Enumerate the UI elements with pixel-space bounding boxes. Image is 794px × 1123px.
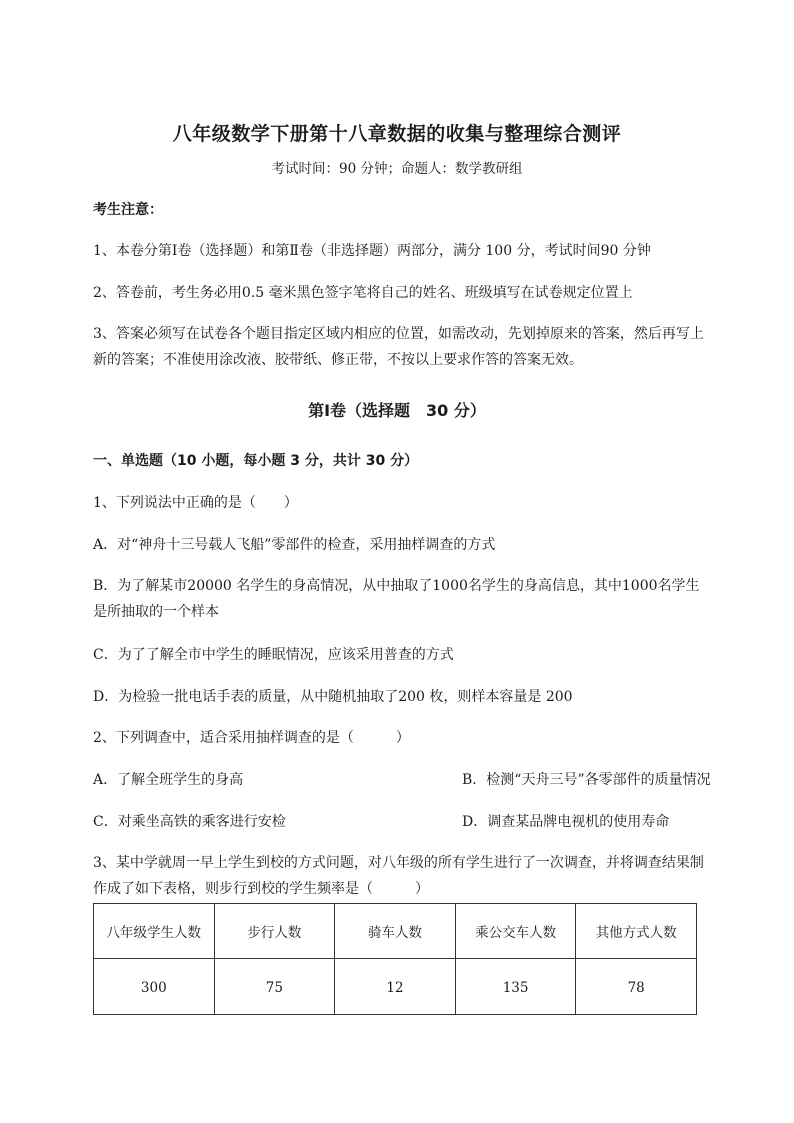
survey-table bbox=[93, 903, 697, 1015]
question-1-option-b: B．为了解某市20000 名学生的身高情况，从中抽取了1000名学生的身高信息，其中1000名学生是所抽取的一个样本 bbox=[93, 578, 700, 620]
notice-heading: 考生注意： bbox=[93, 202, 163, 218]
section-title: 第Ⅰ卷（选择题 30 分） bbox=[308, 401, 486, 420]
table-cell: 75 bbox=[214, 959, 335, 1015]
question-2-option-c: C．对乘坐高铁的乘客进行安检 bbox=[93, 814, 286, 830]
table-row bbox=[94, 959, 697, 1015]
table-header-cell: 骑车人数 bbox=[335, 904, 456, 959]
table-cell: 135 bbox=[455, 959, 576, 1015]
table-header-row bbox=[94, 904, 697, 959]
question-3-stem: 3、某中学就周一早上学生到校的方式问题，对八年级的所有学生进行了一次调查，并将调查结果制作成了如下表格，则步行到校的学生频率是（ ） bbox=[93, 855, 704, 897]
exam-title: 八年级数学下册第十八章数据的收集与整理综合测评 bbox=[172, 123, 622, 145]
notice-item-1: 1、本卷分第Ⅰ卷（选择题）和第Ⅱ卷（非选择题）两部分，满分 100 分，考试时间90 分钟 bbox=[93, 243, 651, 259]
question-2-option-b: B．检测“天舟三号”各零部件的质量情况 bbox=[462, 772, 711, 788]
question-2-row-1 bbox=[93, 767, 713, 793]
table-header-cell: 乘公交车人数 bbox=[455, 904, 576, 959]
table-header-cell: 八年级学生人数 bbox=[94, 904, 215, 959]
part-heading: 一、单选题（10 小题，每小题 3 分，共计 30 分） bbox=[93, 453, 419, 469]
question-2-option-d: D．调查某品牌电视机的使用寿命 bbox=[462, 814, 670, 830]
exam-subtitle: 考试时间：90 分钟；命题人：数学教研组 bbox=[271, 161, 523, 177]
question-1-stem: 1、下列说法中正确的是（ ） bbox=[93, 495, 298, 511]
question-2-option-a: A．了解全班学生的身高 bbox=[93, 772, 244, 788]
question-1-option-d: D．为检验一批电话手表的质量，从中随机抽取了200 枚，则样本容量是 200 bbox=[93, 689, 573, 705]
table-cell: 300 bbox=[94, 959, 215, 1015]
question-2-stem: 2、下列调查中，适合采用抽样调查的是（ ） bbox=[93, 730, 410, 746]
table-header-cell: 其他方式人数 bbox=[576, 904, 697, 959]
notice-item-2: 2、答卷前，考生务必用0.5 毫米黑色签字笔将自己的姓名、班级填写在试卷规定位置上 bbox=[93, 285, 633, 301]
table-cell: 12 bbox=[335, 959, 456, 1015]
notice-item-3: 3、答案必须写在试卷各个题目指定区域内相应的位置，如需改动，先划掉原来的答案，然后再写上新的答案；不准使用涂改液、胶带纸、修正带，不按以上要求作答的答案无效。 bbox=[93, 326, 704, 368]
question-2-row-2 bbox=[93, 809, 713, 835]
question-1-option-c: C．为了了解全市中学生的睡眠情况，应该采用普查的方式 bbox=[93, 647, 454, 663]
question-1-option-a: A．对“神舟十三号载人飞船”零部件的检查，采用抽样调查的方式 bbox=[93, 537, 496, 553]
table-cell: 78 bbox=[576, 959, 697, 1015]
table-header-cell: 步行人数 bbox=[214, 904, 335, 959]
